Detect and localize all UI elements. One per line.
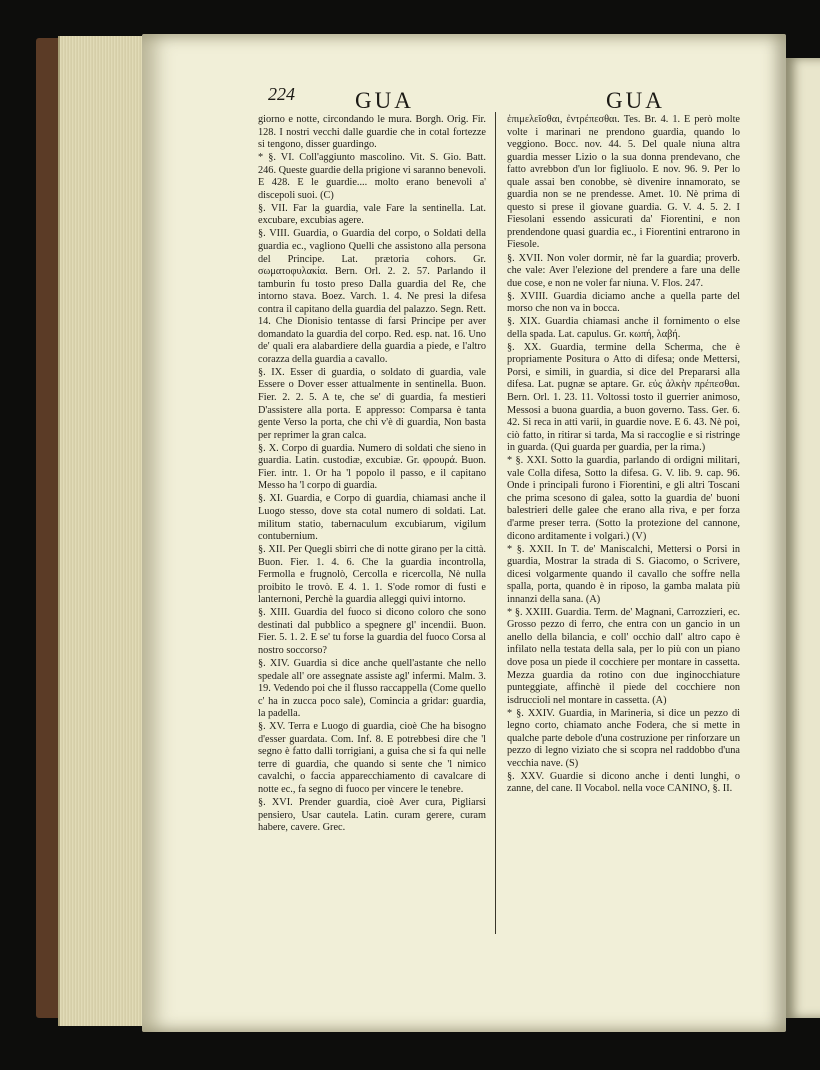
entry-paragraph: §. XXV. Guardie si dicono anche i denti lunghi, o zanne, del cane. Il Vocabol. nella voce CANINO, §. II. [507,770,740,795]
entry-paragraph: §. VIII. Guardia, o Guardia del corpo, o Soldati della guardia ec., vagliono Quelli che assistono alla persona del Principe. Lat. prætoria cohors. Gr. σωματοφυλακία. Bern. Orl. 2. 2. 57. Parlando il tamburin fu tosto preso Dalla guardia del Re, che intorno stava. Boez. Varch. 1. 4. Ne presi la difesa contra il capitano della guardia del palazzo. Segn. Rett. 14. Che Dionisio tentasse di farsi Principe per aver domandato la guardia del corpo. Red. esp. nat. 16. Uno de' quali era alabardiere della guardia a piede, e l'altro corazza della guardia a cavallo. [258,228,486,365]
entry-paragraph: §. XIV. Guardia si dice anche quell'astante che nello spedale all' ore assegnate assiste agl' infermi. Malm. 3. 19. Vedendo poi che il flusso raccappella (Come quello c' ha in zucca poco sale), Comincia a gridar: guardia, la padella. [258,658,486,720]
entry-paragraph: §. XI. Guardia, e Corpo di guardia, chiamasi anche il Luogo stesso, dove sta cotal numero di soldati. Lat. militum statio, tabernaculum excubiarum, vigilum contubernium. [258,493,486,543]
running-headword-right: GUA [606,88,665,113]
entry-paragraph: §. IX. Esser di guardia, o soldato di guardia, vale Essere o Dover esser attualmente in sentinella. Buon. Fier. 2. 2. 5. A te, che se' di guardia, fa mestieri D'assistere alla porta. E appresso: Comparsa è tanta gente Verso la porta, che chi v'è di guardia, Non basta per reprimer la gran calca. [258,366,486,441]
entry-paragraph: * §. XXIII. Guardia. Term. de' Magnani, Carrozzieri, ec. Grosso pezzo di ferro, che entra con un gancio in un anello della bilancia, e coll' occhio dall' altro capo è infilato nella testata della sala, per lo più con un piano dove posa un piede il cocchiere per montare in cassetta. Mezza guardia da rotino con due inginocchiature punteggiate, affinchè il piede del cocchiere non isdruccioli nel montare in cassetta. (A) [507,606,740,706]
entry-paragraph: * §. XXIV. Guardia, in Marineria, si dice un pezzo di legno corto, chiamato anche Fodera, che si mette in qualche parte debole d'una costruzione per rinforzare un pezzo di legno viziato che si scopra nel raddobbo d'una vecchia nave. (S) [507,707,740,769]
entry-paragraph: §. XVII. Non voler dormir, nè far la guardia; proverb. che vale: Aver l'elezione del prendere a fare una delle due cose, e non ne voler far niuna. V. Flos. 247. [507,252,740,289]
entry-paragraph: §. XX. Guardia, termine della Scherma, che è propriamente Positura o Atto di difesa; onde Mettersi, Porsi, e simili, in guardia, si dice del Prepararsi alla difesa. Lat. pugnæ se aptare. Gr. εὐς ἀλκὴν πρέπεσθαι. Bern. Orl. 1. 23. 11. Voltossi tosto il guerrier animoso, Messosi a buona guardia, a buon governo. Tass. Ger. 6. 42. Si reca in atti varii, in guardie nove. E 6. 43. Nè poi, ciò fatto, in ritirar si tarda, Ma si raccoglie e si ristringe in guarda. (Qui guarda per guardia, per la rima.) [507,341,740,454]
entry-paragraph: * §. XXI. Sotto la guardia, parlando di ordigni militari, vale Colla difesa, Sotto la difesa. G. V. lib. 9. cap. 96. Onde i principali furono i Fiorentini, e gli altri Toscani che prima scesono di galea, sotto la guardia de' buoni balestrieri delle galee che erano alla riva, e per forza d'arme preser terra. (Sotto la protezione del cannone, dicono arditamente i volgari.) (V) [507,455,740,542]
page-edges [58,36,154,1026]
entry-paragraph: ἐπιμελεῖσθαι, ἐντρέπεσθαι. Tes. Br. 4. 1. E però molte volte i marinari ne prendono guardia, quando lo veggiono. Bocc. nov. 44. 5. Del quale niuna altra guardia messer Lizio o la sua donna prendevano, che fatto avrebbon d'un lor figliuolo. E nov. 96. 9. Per lo quale assai ben conobbe, sè divenire innamorato, se guardia non se ne prendesse. Amet. 10. Nè prima di questo si prese il giovane guardia. G. V. 4. 5. 2. I Fiesolani essendo assicurati da' Fiorentini, e non prendendone quasi guardia ec., i Fiorentini entrarono in Fiesole. [507,114,740,251]
entry-paragraph: §. X. Corpo di guardia. Numero di soldati che sieno in guardia. Latin. custodiæ, excubiæ. Gr. φρουρά. Buon. Fier. intr. 1. Or ha 'l popolo il passo, e il capitano Messo ha 'l corpo di guardia. [258,442,486,492]
entry-paragraph: §. XVI. Prender guardia, cioè Aver cura, Pigliarsi pensiero, Usar cautela. Latin. curam gerere, curam habere, cavere. Grec. [258,797,486,834]
left-text-column [258,114,486,835]
entry-paragraph: §. XII. Per Quegli sbirri che di notte girano per la città. Buon. Fier. 1. 4. 6. Che la guardia incontrolla, Fermolla e frugnolò, Cercolla e ricercolla, Nè nulla proibito le trovò. E 4. 1. 1. S'ode romor di fusti e lanternoni, Perchè la guardia alleggi quivi intorno. [258,544,486,606]
entry-paragraph: * §. XXII. In T. de' Maniscalchi, Mettersi o Porsi in guardia, Mostrar la strada di S. Giacomo, o Scrivere, dicesi volgarmente quando il cavallo che soffre nella spalla, porta, quando è in riposo, la gamba malata più innanzi della sana. (A) [507,543,740,605]
page-number: 224 [268,84,295,104]
entry-paragraph: §. XIII. Guardia del fuoco si dicono coloro che sono destinati dal pubblico a spegnere gl' incendii. Buon. Fier. 5. 1. 2. E se' tu forse la guardia del fuoco Corsa al nostro soccorso? [258,607,486,656]
right-text-column [507,114,740,796]
running-headword-left: GUA [355,88,414,113]
facing-page-edge [786,58,820,1018]
column-divider [495,112,496,934]
entry-paragraph: §. XVIII. Guardia diciamo anche a quella parte del morso che non va in bocca. [507,290,740,315]
entry-paragraph: giorno e notte, circondando le mura. Borgh. Orig. Fir. 128. I nostri vecchi dalle guardie che in cotal fortezze si tengono, disser guardingo. [258,114,486,151]
entry-paragraph: * §. VI. Coll'aggiunto mascolino. Vit. S. Gio. Batt. 246. Queste guardie della prigione vi saranno benevoli. E 428. E le guardie.... molto erano benevoli a' discepoli suoi. (C) [258,152,486,201]
entry-paragraph: §. XIX. Guardia chiamasi anche il fornimento o else della spada. Lat. capulus. Gr. κωπή, λαβή. [507,316,740,340]
entry-paragraph: §. VII. Far la guardia, vale Fare la sentinella. Lat. excubare, excubias agere. [258,202,486,227]
entry-paragraph: §. XV. Terra e Luogo di guardia, cioè Che ha bisogno d'esser guardata. Com. Inf. 8. E potrebbesi dire che 'l segno è fatto dalli torrigiani, a guisa che si fa qui nelle terre di guardia, che quando si sente che 'l nimico cavalchi, o faccia apparecchiamento di cavalcare di notte ec., fa segno di fuoco per vincere le tenebre. [258,721,486,795]
